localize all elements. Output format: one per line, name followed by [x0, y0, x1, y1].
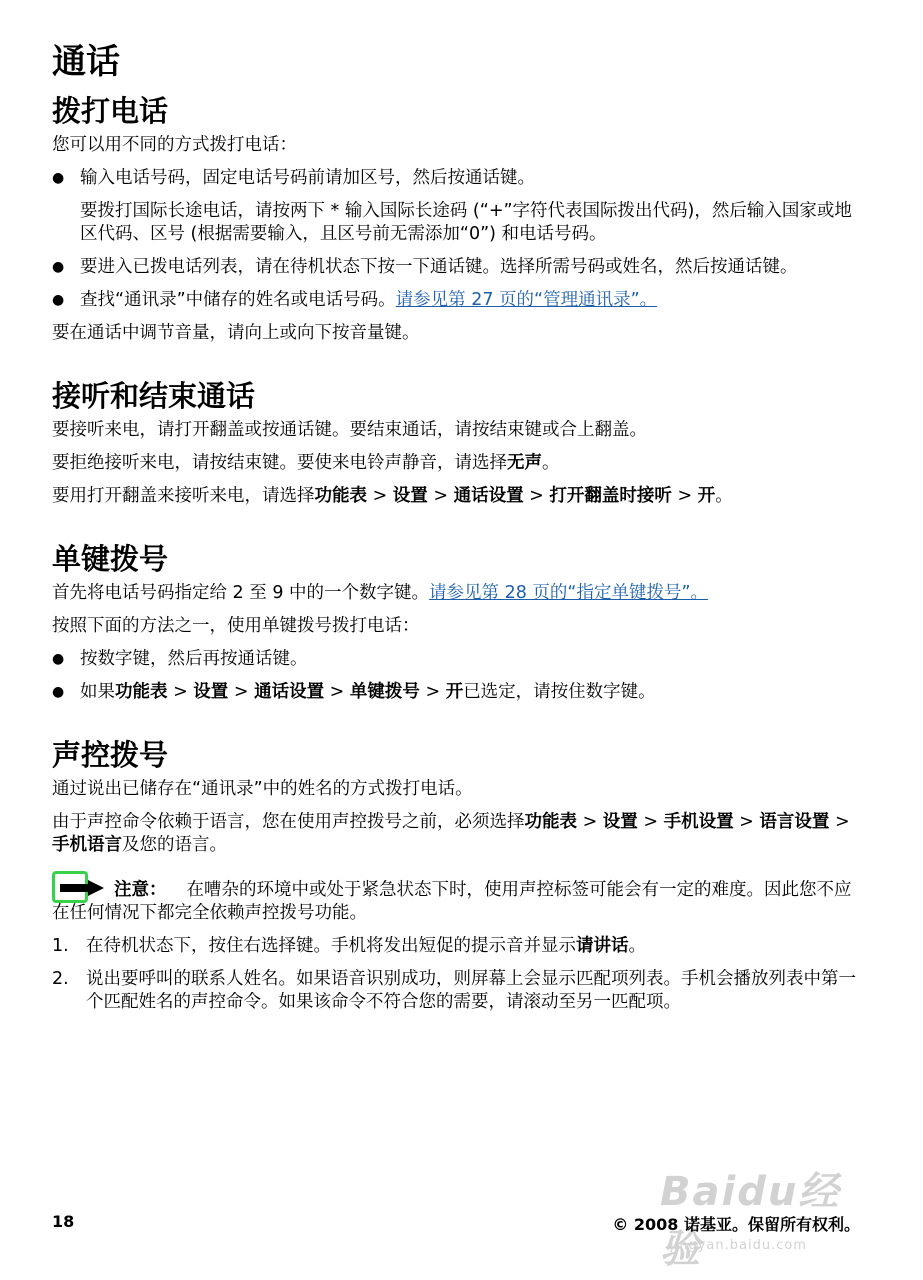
bullet-item: ● 如果功能表 > 设置 > 通话设置 > 单键拨号 > 开已选定，请按住数字键。 — [52, 681, 867, 704]
paragraph: 首先将电话号码指定给 2 至 9 中的一个数字键。请参见第 28 页的“指定单键拨号”。 — [52, 583, 709, 603]
paragraph: 您可以用不同的方式拨打电话： — [52, 135, 297, 155]
paragraph-menu-path: 要用打开翻盖来接听来电，请选择功能表 > 设置 > 通话设置 > 打开翻盖时接听 > 开。 — [52, 486, 733, 506]
note-label: 注意： — [114, 880, 167, 900]
document-page — [52, 40, 867, 1024]
note — [52, 871, 867, 925]
watermark-brand: Baidu经验 — [660, 1169, 841, 1272]
note-icon — [52, 871, 108, 901]
paragraph: 通过说出已储存在“通讯录”中的姓名的方式拨打电话。 — [52, 779, 473, 799]
bullet-item: ● 按数字键，然后再按通话键。 — [52, 648, 867, 671]
bullet-item: ● 查找“通讯录”中储存的姓名或电话号码。请参见第 27 页的“管理通讯录”。 — [52, 289, 867, 312]
bullet-item: ● 输入电话号码，固定电话号码前请加区号，然后按通话键。 — [52, 167, 867, 190]
page-number: 18 — [52, 1212, 75, 1231]
bullet-item: ● 要进入已拨电话列表，请在待机状态下按一下通话键。选择所需号码或姓名，然后按通话键。 — [52, 256, 867, 279]
paragraph: 要接听来电，请打开翻盖或按通话键。要结束通话，请按结束键或合上翻盖。 — [52, 420, 647, 440]
numbered-step: 1. 在待机状态下，按住右选择键。手机将发出短促的提示音并显示请讲话。 — [52, 936, 646, 956]
section-heading-voice-dial: 声控拨号 — [52, 738, 169, 772]
paragraph: 要拒绝接听来电，请按结束键。要使来电铃声静音，请选择无声。 — [52, 453, 560, 473]
link-assign-speed-dial[interactable]: 请参见第 28 页的“指定单键拨号”。 — [429, 583, 709, 603]
section-heading-answer-end: 接听和结束通话 — [52, 379, 256, 413]
watermark-url: jingyan.baidu.com — [670, 1238, 807, 1253]
numbered-step: 2. 说出要呼叫的联系人姓名。如果语音识别成功，则屏幕上会显示匹配项列表。手机会播放列表中第一个匹配姓名的声控命令。如果该命令不符合您的需要，请滚动至另一匹配项。 — [52, 969, 856, 1012]
section-heading-make-call: 拨打电话 — [52, 94, 169, 128]
copyright: © 2008 诺基亚。保留所有权利。 — [612, 1215, 860, 1234]
paragraph: 要在通话中调节音量，请向上或向下按音量键。 — [52, 323, 420, 343]
paragraph: 按照下面的方法之一，使用单键拨号拨打电话： — [52, 616, 420, 636]
paragraph-indented: 要拨打国际长途电话，请按两下 * 输入国际长途码 (“+”字符代表国际拨出代码)，然后输入国家或地区代码、区号 (根据需要输入，且区号前无需添加“0”) 和电话号码。 — [80, 201, 852, 244]
link-manage-contacts[interactable]: 请参见第 27 页的“管理通讯录”。 — [395, 290, 658, 310]
page-title: 通话 — [52, 42, 120, 82]
note-text: 在嘈杂的环境中或处于紧急状态下时，使用声控标签可能会有一定的难度。因此您不应在任何情况下都完全依赖声控拨号功能。 — [52, 880, 852, 923]
paragraph-menu-path: 由于声控命令依赖于语言，您在使用声控拨号之前，必须选择功能表 > 设置 > 手机设置 > 语言设置 > 手机语言及您的语言。 — [52, 812, 850, 855]
section-heading-speed-dial: 单键拨号 — [52, 542, 169, 576]
baidu-watermark — [660, 1150, 870, 1270]
